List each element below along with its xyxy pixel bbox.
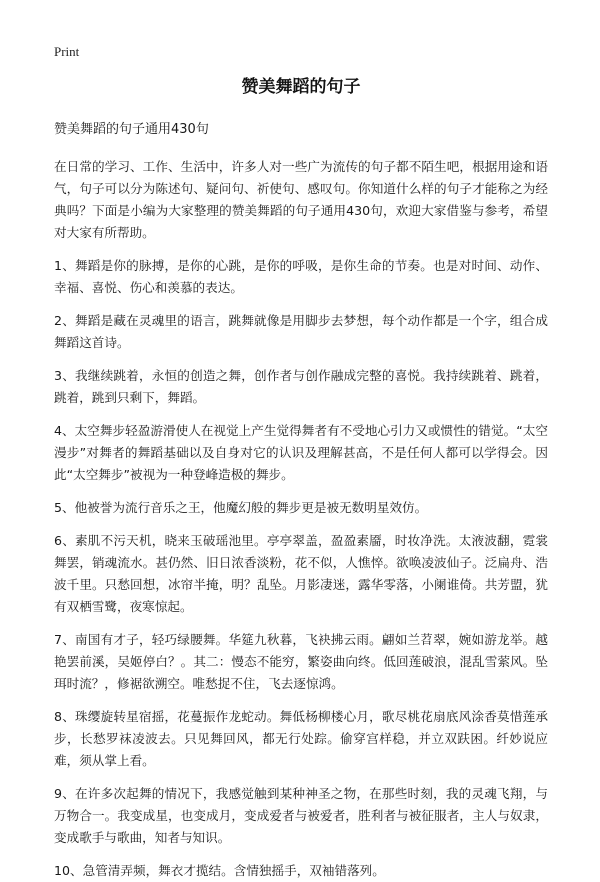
sentence-item-10: 10、急管清弄频，舞衣才揽结。含情独摇手，双袖错落列。 xyxy=(54,863,385,878)
intro-paragraph: 在日常的学习、工作、生活中，许多人对一些广为流传的句子都不陌生吧，根据用途和语气，句子可以分为陈述句、疑问句、祈使句、感叹句。你知道什么样的句子才能称之为经典吗？下面是小编为大家整理的赞美舞蹈的句子通用430句，欢迎大家借鉴与参考，希望对大家有所帮助。 xyxy=(54,159,548,240)
sentence-item-7: 7、南国有才子，轻巧绿腰舞。华筵九秋暮，飞袂拂云雨。翩如兰苕翠，婉如游龙举。越艳罢前溪，吴姬停白？。其二：慢态不能穷，繁姿曲向终。低回莲破浪，混乱雪萦风。坠珥时流？，修裾欲溯空。唯愁捉不住，飞去逐惊鸿。 xyxy=(54,632,548,691)
sentence-item-9: 9、在许多次起舞的情况下，我感觉触到某种神圣之物，在那些时刻，我的灵魂飞翔，与万物合一。我变成星，也变成月，变成爱者与被爱者，胜利者与被征服者，主人与奴隶，变成歌手与歌曲，知者与知识。 xyxy=(54,786,548,845)
page-title: 赞美舞蹈的句子 xyxy=(241,77,361,97)
sentence-item-4: 4、太空舞步轻盈游滑使人在视觉上产生觉得舞者有不受地心引力又或惯性的错觉。“太空漫步”对舞者的舞蹈基础以及自身对它的认识及理解甚高，不是任何人都可以学得会。因此“太空舞步”被视为一种登峰造极的舞步。 xyxy=(54,423,548,482)
sentence-item-2: 2、舞蹈是藏在灵魂里的语言，跳舞就像是用脚步去梦想，每个动作都是一个字，组合成舞蹈这首诗。 xyxy=(54,313,548,350)
sentence-item-8: 8、珠缨旋转星宿摇，花蔓振作龙蛇动。舞低杨柳楼心月，歌尽桃花扇底风涂香莫惜莲承步，长愁罗袜凌波去。只见舞回风，都无行处踪。偷穿宫样稳，并立双趺困。纤妙说应难，须从掌上看。 xyxy=(54,709,548,768)
document-subtitle: 赞美舞蹈的句子通用430句 xyxy=(54,122,209,137)
sentence-item-5: 5、他被誉为流行音乐之王，他魔幻般的舞步更是被无数明星效仿。 xyxy=(54,500,428,515)
sentence-item-6: 6、素肌不污天机，晓来玉破瑶池里。亭亭翠盖，盈盈素靥，时妆净洗。太液波翻，霓裳舞罢，销魂流水。甚仍然、旧日浓香淡粉，花不似，人憔悴。欲唤凌波仙子。泛扁舟、浩波千里。只愁回想，冰帘半掩，明？乱坠。月影凄迷，露华零落，小阑谁倚。共芳盟，犹有双栖雪鹭，夜寒惊起。 xyxy=(54,533,548,614)
sentence-item-1: 1、舞蹈是你的脉搏，是你的心跳，是你的呼吸，是你生命的节奏。也是对时间、动作、幸福、喜悦、伤心和羡慕的表达。 xyxy=(54,258,548,295)
sentence-item-3: 3、我继续跳着，永恒的创造之舞，创作者与创作融成完整的喜悦。我持续跳着、跳着，跳着，跳到只剩下，舞蹈。 xyxy=(54,368,548,405)
print-link[interactable]: Print xyxy=(54,44,80,59)
